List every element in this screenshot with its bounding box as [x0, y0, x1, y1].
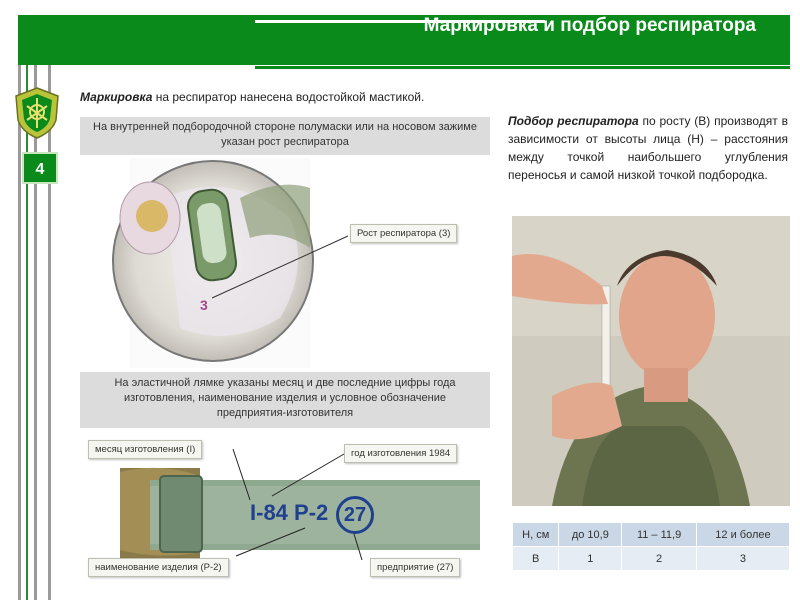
year-label: год изготовления 1984 [344, 444, 457, 463]
table-row [513, 523, 790, 547]
table-cell: 3 [696, 547, 789, 571]
marking-intro-bold: Маркировка [80, 90, 153, 104]
chemical-troops-emblem-icon [12, 86, 62, 140]
mask-photo [80, 158, 490, 368]
marking-intro [80, 90, 424, 104]
fitting-description [508, 112, 788, 184]
table-cell: 11 – 11,9 [622, 523, 697, 547]
panel2-caption: На эластичной лямке указаны месяц и две последние цифры года изготовления, наименование изделия и условное обозначение предприятия-изготовителя [80, 372, 490, 428]
strap-enterprise-circle [336, 496, 374, 534]
fitting-text: по росту (В) производят в зависимости от высоты лица (Н) – расстояния между точкой наибольшего углубления переносья и самой низкой точкой подбородка. [508, 114, 789, 182]
size-table [512, 522, 790, 571]
mask-illustration [80, 158, 490, 368]
table-cell: 12 и более [696, 523, 789, 547]
panel1-caption: На внутренней подбородочной стороне полумаски или на носовом зажиме указан рост респиратора [80, 117, 490, 155]
marking-intro-text: на респиратор нанесена водостойкой мастикой. [152, 90, 425, 104]
table-row [513, 547, 790, 571]
header-underline [255, 66, 790, 69]
enterprise-label: предприятие (27) [370, 558, 460, 577]
table-cell: В [513, 547, 559, 571]
month-label: месяц изготовления (I) [88, 440, 202, 459]
respirator-size-label: Рост респиратора (3) [350, 224, 457, 243]
fitting-photo [512, 216, 790, 506]
slide-number-badge: 4 [22, 152, 58, 184]
strap-code: I-84 P-2 [250, 500, 329, 525]
table-cell: до 10,9 [559, 523, 622, 547]
strap-marking-text [250, 500, 328, 526]
table-cell: Н, см [513, 523, 559, 547]
product-label: наименование изделия (Р-2) [88, 558, 229, 577]
fitting-bold: Подбор респиратора [508, 114, 639, 128]
strap-enterprise-number: 27 [343, 504, 367, 526]
svg-text:3: 3 [200, 297, 208, 313]
table-cell: 1 [559, 547, 622, 571]
page-title: Маркировка и подбор респиратора [423, 15, 756, 36]
table-cell: 2 [622, 547, 697, 571]
